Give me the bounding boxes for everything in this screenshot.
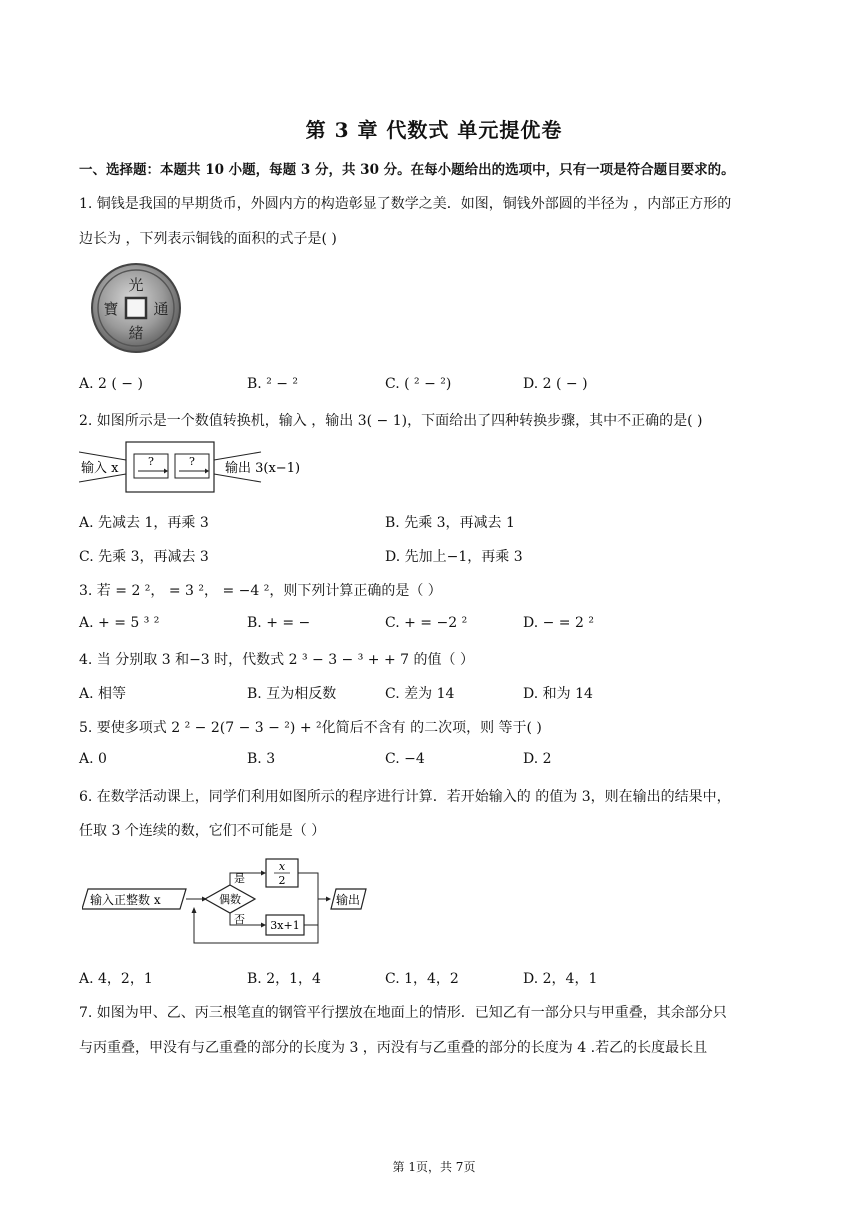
q3-option-c: C. + = −2 ²: [385, 615, 468, 631]
q7-stem-line1: 7. 如图为甲、乙、丙三根笔直的钢管平行摆放在地面上的情形．已知乙有一部分只与甲重叠，其余部分只: [79, 1005, 727, 1021]
number-converter-diagram: [79, 440, 309, 496]
q4-option-b: B. 互为相反数: [247, 686, 337, 702]
q3-stem-line1: 3. 若 = 2 ²， = 3 ²， = −4 ²，则下列计算正确的是（ ）: [79, 583, 442, 599]
q1-option-c: C. ( ² − ²): [385, 376, 452, 392]
q1-option-a: A. 2 ( − ): [79, 376, 143, 392]
q2-option-a: A. 先减去 1，再乘 3: [79, 515, 209, 531]
q1-stem-line1: 1. 铜钱是我国的早期货币，外圆内方的构造彰显了数学之美．如图，铜钱外部圆的半径为 ，内部正方形的: [79, 196, 732, 212]
coin-glyph-right: 通: [153, 300, 169, 318]
q6-option-c: C. 1，4，2: [385, 971, 459, 987]
step1-question: ?: [148, 455, 154, 468]
q5-option-a: A. 0: [79, 751, 107, 767]
q2-option-b: B. 先乘 3，再减去 1: [385, 515, 515, 531]
flow-frac-denominator: 2: [278, 874, 286, 887]
converter-input-label: 输入 x: [81, 461, 119, 476]
converter-output-label: 输出 3(x−1): [225, 461, 301, 476]
page-footer: 第 1页，共 7页: [392, 1160, 476, 1174]
q4-option-c: C. 差为 14: [385, 686, 455, 702]
q1-option-b: B. ² − ²: [247, 376, 299, 392]
coin-glyph-top: 光: [128, 276, 144, 294]
q2-option-c: C. 先乘 3，再减去 3: [79, 549, 209, 565]
step2-question: ?: [189, 455, 195, 468]
q2-option-d: D. 先加上−1，再乘 3: [385, 549, 523, 565]
flow-odd-operation: 3x+1: [270, 919, 300, 932]
program-flowchart: [82, 855, 372, 950]
flow-no-label: 否: [234, 913, 245, 926]
flow-decision-label: 偶数: [219, 893, 241, 906]
q6-stem-line2: 任取 3 个连续的数，它们不可能是（ ）: [79, 823, 326, 839]
q7-stem-line2: 与丙重叠，甲没有与乙重叠的部分的长度为 3 ，丙没有与乙重叠的部分的长度为 4 .若乙的长度最长且: [79, 1040, 708, 1056]
q5-option-b: B. 3: [247, 751, 276, 767]
q2-stem-line1: 2. 如图所示是一个数值转换机，输入 ，输出 3( − 1)，下面给出了四种转换步骤，其中不正确的是( ): [79, 413, 703, 429]
q3-option-d: D. − = 2 ²: [523, 615, 594, 631]
q4-option-d: D. 和为 14: [523, 686, 593, 702]
copper-coin-image: [88, 262, 184, 354]
q3-option-b: B. + = −: [247, 615, 311, 631]
section-heading: 一、选择题：本题共 10 小题，每题 3 分，共 30 分。在每小题给出的选项中，只有一项是符合题目要求的。: [79, 162, 735, 178]
flow-input-label: 输入正整数 x: [90, 893, 161, 907]
q6-option-b: B. 2，1，4: [247, 971, 321, 987]
q1-option-d: D. 2 ( − ): [523, 376, 588, 392]
q3-option-a: A. + = 5 ³ ²: [79, 615, 160, 631]
q4-stem-line1: 4. 当 分别取 3 和−3 时，代数式 2 ³ − 3 − ³ + + 7 的值（ ）: [79, 652, 474, 668]
q1-stem-line2: 边长为 ，下列表示铜钱的面积的式子是( ): [79, 231, 337, 247]
flow-output-label: 输出: [335, 893, 361, 907]
q6-stem-line1: 6. 在数学活动课上，同学们利用如图所示的程序进行计算．若开始输入的 的值为 3，则在输出的结果中，: [79, 789, 731, 805]
q5-option-c: C. −4: [385, 751, 425, 767]
coin-glyph-bottom: 緒: [128, 324, 144, 342]
q5-option-d: D. 2: [523, 751, 552, 767]
q4-option-a: A. 相等: [79, 686, 127, 702]
q6-option-a: A. 4，2，1: [79, 971, 153, 987]
q5-stem-line1: 5. 要使多项式 2 ² − 2(7 − 3 − ²) + ²化简后不含有 的二次项，则 等于( ): [79, 720, 542, 736]
flow-frac-numerator: x: [278, 860, 286, 873]
coin-glyph-left: 寶: [103, 300, 119, 318]
flow-yes-label: 是: [234, 872, 245, 885]
page-title: 第 3 章 代数式 单元提优卷: [305, 118, 563, 142]
q6-option-d: D. 2，4，1: [523, 971, 598, 987]
